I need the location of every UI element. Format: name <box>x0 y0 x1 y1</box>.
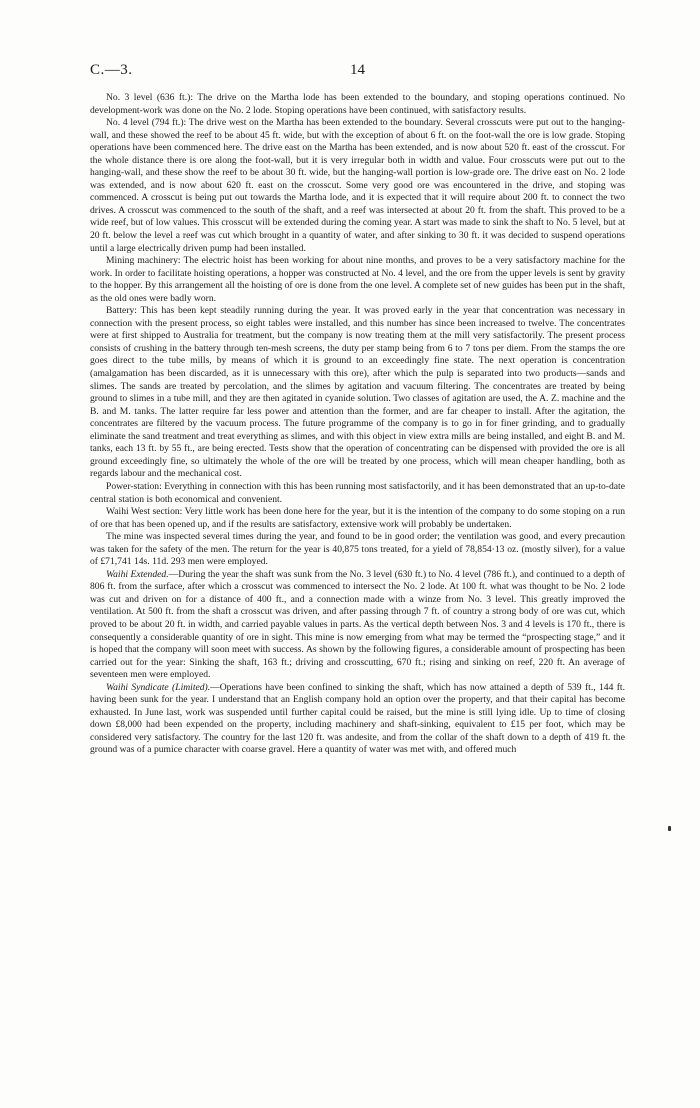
paragraph <box>90 255 625 305</box>
body-text <box>90 92 625 757</box>
paragraph-text: Waihi West section: Very little work has been done here for the year, but it is the intention of the company to do some stoping on a run of ore that has been opened up, and if the results are satisfactory, extensive work will probably be undertaken. <box>90 506 625 530</box>
paragraph <box>90 305 625 481</box>
page-number: 14 <box>350 62 365 78</box>
paragraph-text: Mining machinery: The electric hoist has been working for about nine months, and proves to be a very satisfactory machine for the work. In order to facilitate hoisting operations, a hopper was constructed at No. 4 level, and the ore from the upper levels is sent by gravity to the hopper. By this arrangement all the hoisting of ore is done from the one level. A complete set of new guides has been put in the shaft, as the old ones were badly worn. <box>90 255 625 304</box>
paragraph-text: Battery: This has been kept steadily running during the year. It was proved early in the year that concentration was necessary in connection with the present process, so eight tables were installed, and this number has since been increased to twelve. The concentrates were at first shipped to Australia for treatment, but the company is now treating them at the mill very satisfactorily. The present process consists of crushing in the battery through ten-mesh screens, the duty per stamp being from 6 to 7 tons per diem. From the stamps the ore goes direct to the tube mills, by means of which it is ground to an exceedingly fine state. The next operation is concentration (amalgamation has been discarded, as it is unnecessary with this ore), after which the pulp is separated into two products—sands and slimes. The sands are treated by percolation, and the slimes by agitation and vacuum filtering. The concentrates are treated by being ground to slimes in a tube mill, and they are then agitated in cyanide solution. Two classes of agitation are used, the A. Z. machine and the B. and M. tanks. The latter require far less power and attention than the former, and are far cheaper to install. After the agitation, the concentrates are filtered by the vacuum process. The future programme of the company is to go in for finer grinding, and to gradually eliminate the sand treatment and treat everything as slimes, and with this object in view extra mills are being installed, and eight B. and M. tanks, each 13 ft. by 55 ft., are being erected. Tests show that the operation of concentrating can be dispensed with provided the ore is all ground exceedingly fine, so ultimately the whole of the ore will be treated by one process, which will mean cheaper handling, both as regards labour and the mechanical cost. <box>90 305 625 480</box>
paragraph <box>90 682 625 757</box>
paragraph-text: —Operations have been confined to sinking the shaft, which has now attained a depth of 539 ft., 144 ft. having been sunk for the year. I understand that an English company hold an option over the property, and that their capital has become exhausted. In June last, work was suspended until further capital could be raised, but the mine is still lying idle. Up to time of closing down £8,000 had been expended on the property, including machinery and shaft-sinking, equivalent to £15 per foot, which may be considered very satisfactory. The country for the last 120 ft. was andesite, and from the collar of the shaft down to a depth of 419 ft. the ground was of a pumice character with coarse gravel. Here a quantity of water was met with, and offered much <box>90 681 625 756</box>
document-reference: C.—3. <box>90 62 133 78</box>
paragraph <box>90 569 625 682</box>
paragraph <box>90 117 625 255</box>
page-header <box>90 62 625 82</box>
section-heading: Waihi Syndicate (Limited). <box>106 681 211 693</box>
paragraph <box>90 481 625 506</box>
paragraph <box>90 506 625 531</box>
paragraph-text: The mine was inspected several times during the year, and found to be in good order; the ventilation was good, and every precaution was taken for the safety of the men. The return for the year is 40,875 tons treated, for a yield of 78,854·13 oz. (mostly silver), for a value of £71,741 14s. 11d. 293 men were employed. <box>90 531 625 568</box>
paragraph-text: —During the year the shaft was sunk from the No. 3 level (630 ft.) to No. 4 level (786 ft.), and continued to a depth of 806 ft. from the surface, after which a crosscut was commenced to intersect the No. 2 lode. At 100 ft. what was thought to be No. 2 lode was cut and driven on for a distance of 400 ft., and a connection made with a winze from No. 3 level. This greatly improved the ventilation. At 500 ft. from the shaft a crosscut was driven, and after passing through 7 ft. of country a strong body of ore was cut, which proved to be about 20 ft. in width, and carried payable values in parts. As the vertical depth between Nos. 3 and 4 levels is 170 ft., there is consequently a considerable quantity of ore in sight. This mine is now emerging from what may be termed the “prospecting stage,” and it is hoped that the company will soon meet with success. As shown by the following figures, a considerable amount of prospecting has been carried out for the year: Sinking the shaft, 163 ft.; driving and crosscutting, 670 ft.; rising and sinking on reef, 220 ft. An average of seventeen men were employed. <box>90 568 625 681</box>
margin-mark <box>668 826 671 831</box>
section-heading: Waihi Extended. <box>106 568 169 580</box>
paragraph-text: No. 4 level (794 ft.): The drive west on the Martha has been extended to the boundary. Several crosscuts were put out to the hanging-wall, and these showed the reef to be about 45 ft. wide, but with the exception of about 6 ft. on the foot-wall the ore is low grade. Stoping operations have been commenced here. The drive east on the Martha has been extended, and is now about 520 ft. east of the crosscut. For the whole distance there is ore along the foot-wall, but it is very irregular both in width and value. Four crosscuts were put out to the hanging-wall, and these show the reef to be about 30 ft. wide, but the hanging-wall portion is low-grade ore. The drive east on No. 2 lode was extended, and is now about 620 ft. east on the crosscut. Some very good ore was encountered in the drive, and stoping was commenced. A crosscut is being put out towards the Martha lode, and it is expected that it will require about 200 ft. to connect the two drives. A crosscut was commenced to the south of the shaft, and a reef was intersected at about 20 ft. from the shaft. This proved to be a wide reef, but of low values. This crosscut will be extended during the coming year. A start was made to sink the shaft to No. 5 level, but at 20 ft. below the level a reef was cut which brought in a quantity of water, and after sinking to 30 ft. it was decided to suspend operations until a large electrically driven pump had been installed. <box>90 117 625 254</box>
paragraph <box>90 92 625 117</box>
paragraph-text: No. 3 level (636 ft.): The drive on the Martha lode has been extended to the boundary, and stoping operations continued. No development-work was done on the No. 2 lode. Stoping operations have been continued, with satisfactory results. <box>90 92 625 116</box>
paragraph <box>90 531 625 569</box>
paragraph-text: Power-station: Everything in connection with this has been running most satisfactorily, and it has been demonstrated that an up-to-date central station is both economical and convenient. <box>90 480 625 505</box>
